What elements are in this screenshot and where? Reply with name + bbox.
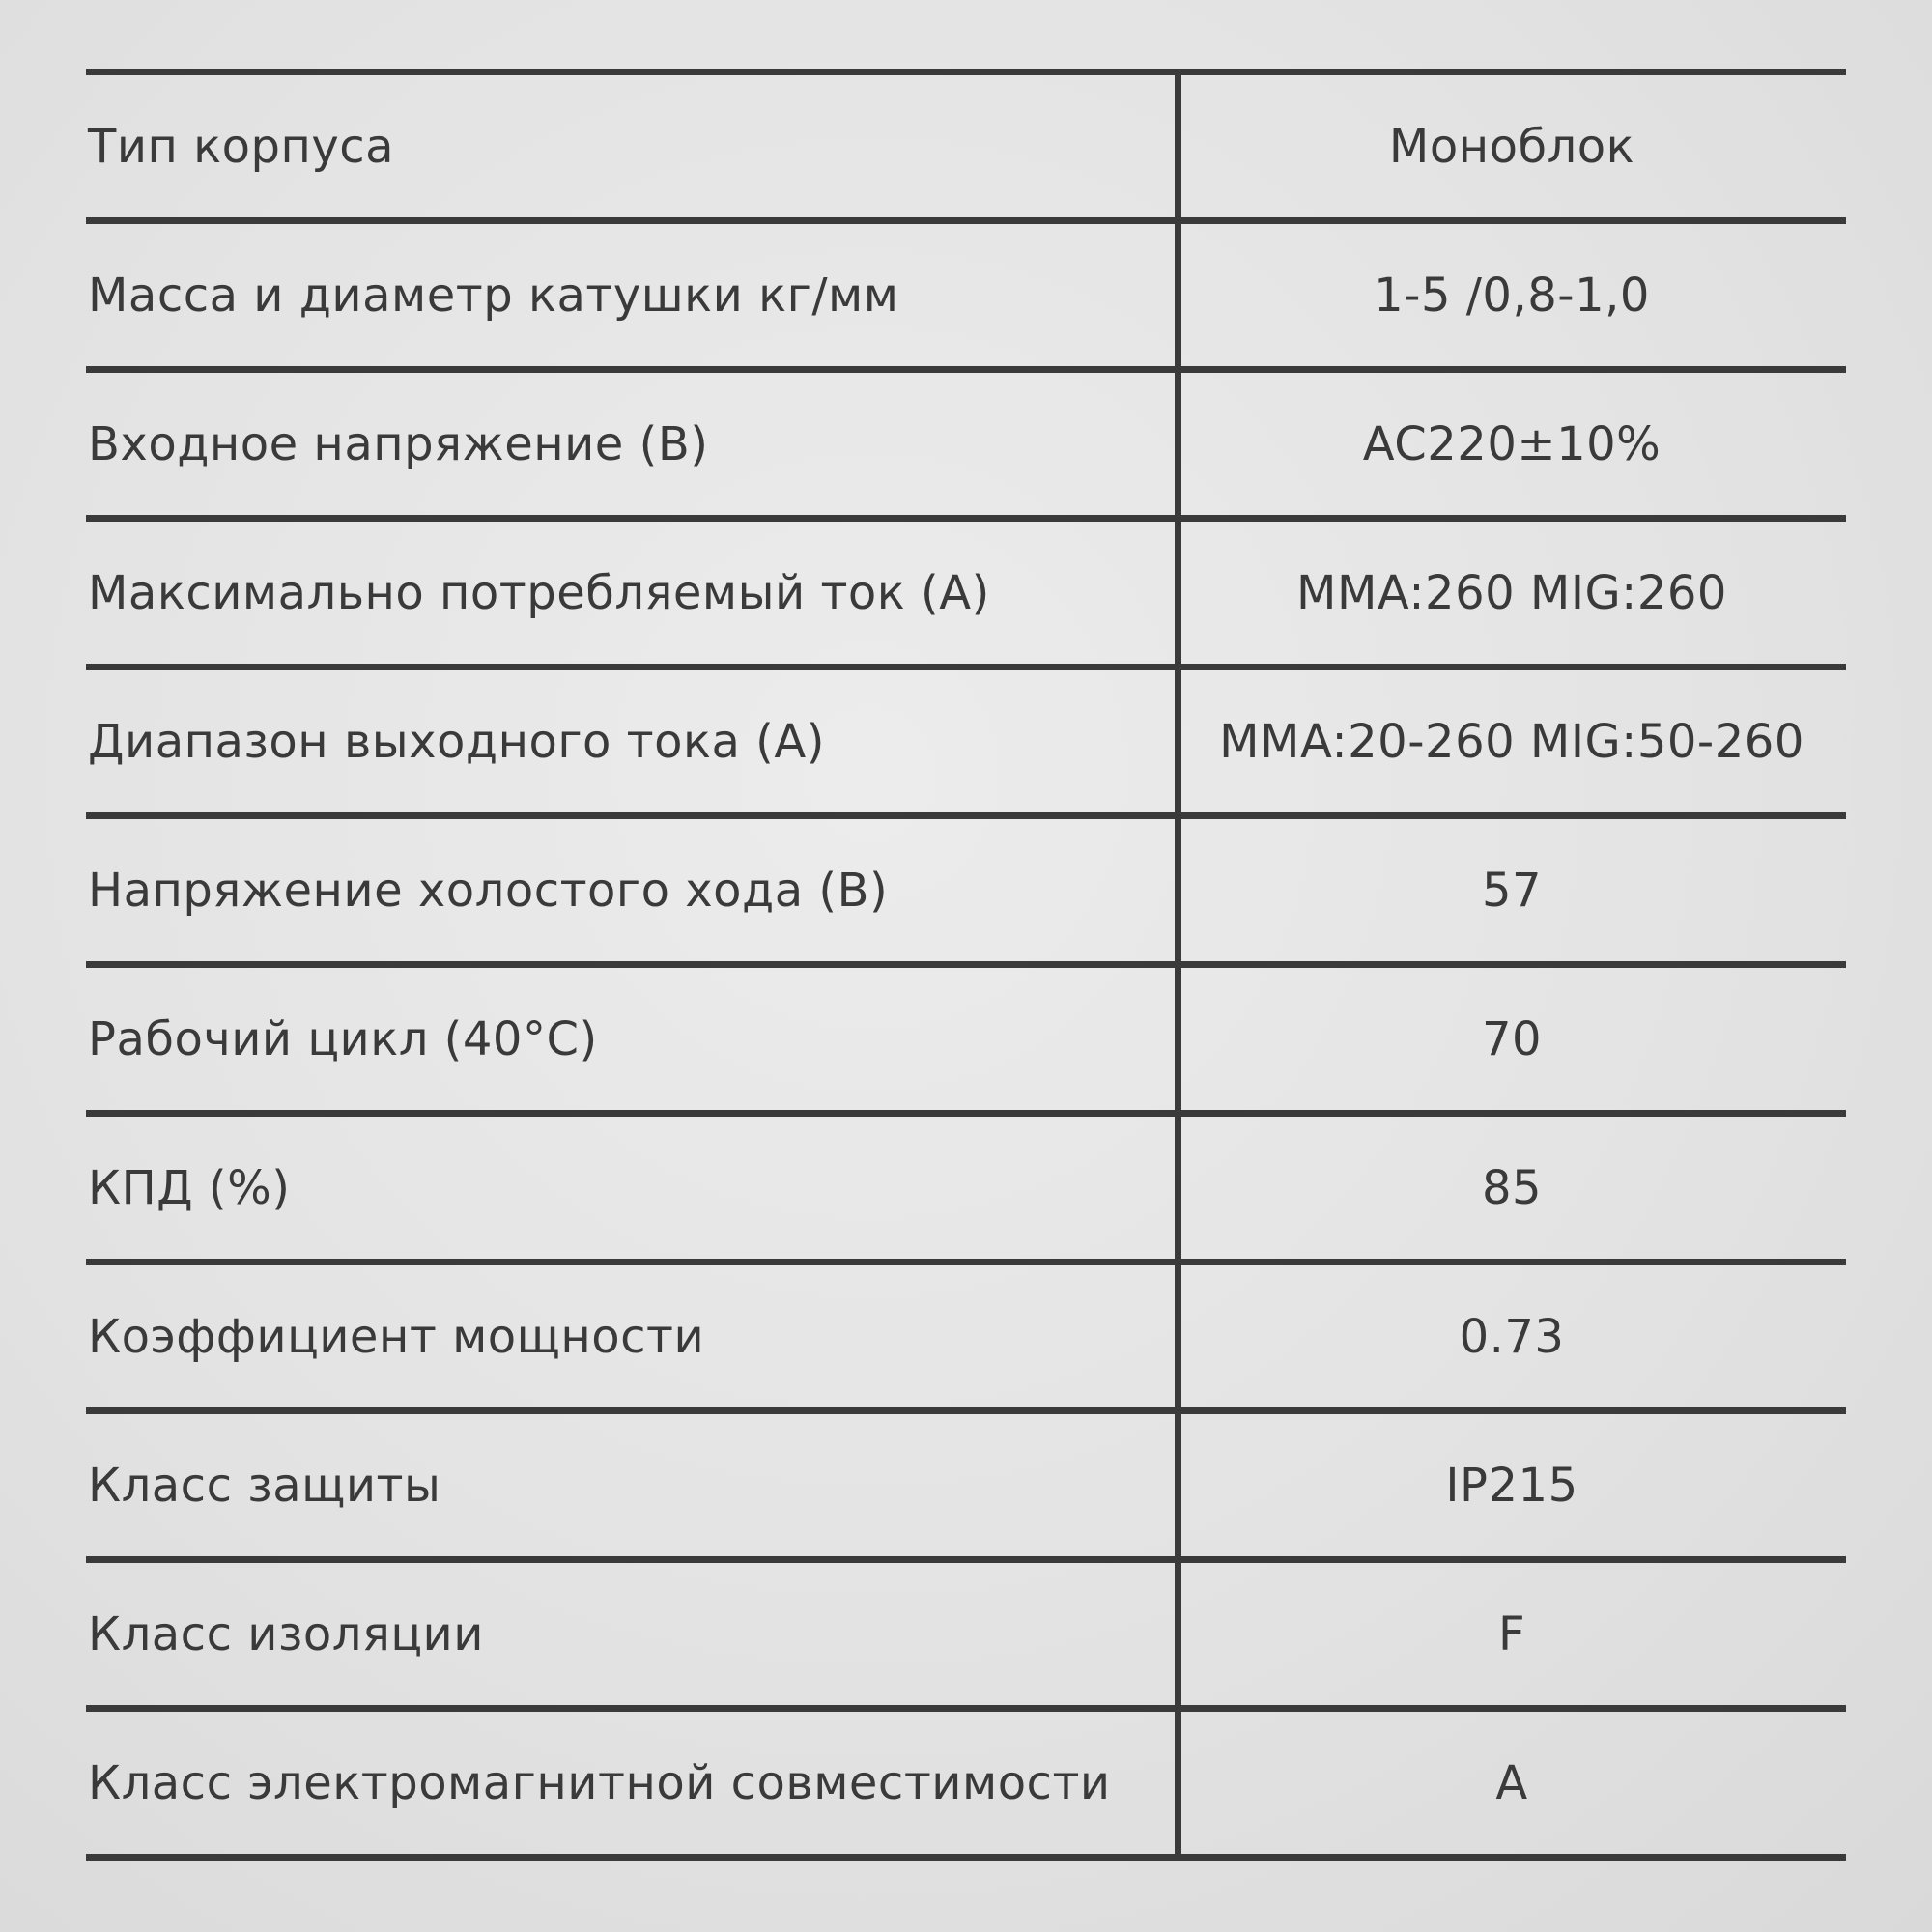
spec-row-protection-class — [86, 1414, 1846, 1563]
spec-label: КПД (%) — [88, 1160, 291, 1215]
spec-value: F — [1497, 1606, 1526, 1662]
spec-value: MMA:260 MIG:260 — [1296, 565, 1727, 620]
spec-value: 70 — [1481, 1011, 1543, 1066]
spec-row-body-type — [86, 69, 1846, 224]
spec-row-input-voltage — [86, 373, 1846, 522]
spec-row-spool — [86, 224, 1846, 373]
spec-value: IP215 — [1445, 1458, 1578, 1513]
spec-value: 57 — [1481, 863, 1543, 918]
spec-label: Масса и диаметр катушки кг/мм — [88, 268, 899, 323]
spec-label: Коэффициент мощности — [88, 1309, 705, 1364]
spec-value: 0.73 — [1459, 1309, 1565, 1364]
spec-label: Максимально потребляемый ток (А) — [88, 565, 990, 620]
spec-value: 85 — [1481, 1160, 1543, 1215]
spec-row-power-factor — [86, 1265, 1846, 1414]
spec-label: Тип корпуса — [88, 119, 395, 174]
spec-row-idle-voltage — [86, 819, 1846, 968]
spec-row-max-current — [86, 522, 1846, 670]
spec-row-emc-class — [86, 1712, 1846, 1861]
spec-label: Рабочий цикл (40°С) — [88, 1011, 598, 1066]
spec-value: MMA:20-260 MIG:50-260 — [1219, 714, 1804, 769]
spec-table — [86, 69, 1846, 1861]
spec-label: Входное напряжение (В) — [88, 416, 709, 471]
spec-label: Диапазон выходного тока (А) — [88, 714, 825, 769]
spec-label: Класс изоляции — [88, 1606, 484, 1662]
spec-row-duty-cycle — [86, 968, 1846, 1117]
spec-row-insulation-class — [86, 1563, 1846, 1712]
spec-label: Класс электромагнитной совместимости — [88, 1755, 1111, 1810]
spec-row-efficiency — [86, 1117, 1846, 1265]
spec-label: Класс защиты — [88, 1458, 441, 1513]
spec-value: 1-5 /0,8-1,0 — [1374, 268, 1650, 323]
column-divider — [1175, 75, 1181, 1858]
spec-value: A — [1495, 1755, 1528, 1810]
spec-value: Моноблок — [1388, 119, 1635, 174]
spec-label: Напряжение холостого хода (В) — [88, 863, 889, 918]
spec-row-output-range — [86, 670, 1846, 819]
spec-value: AC220±10% — [1362, 416, 1662, 471]
